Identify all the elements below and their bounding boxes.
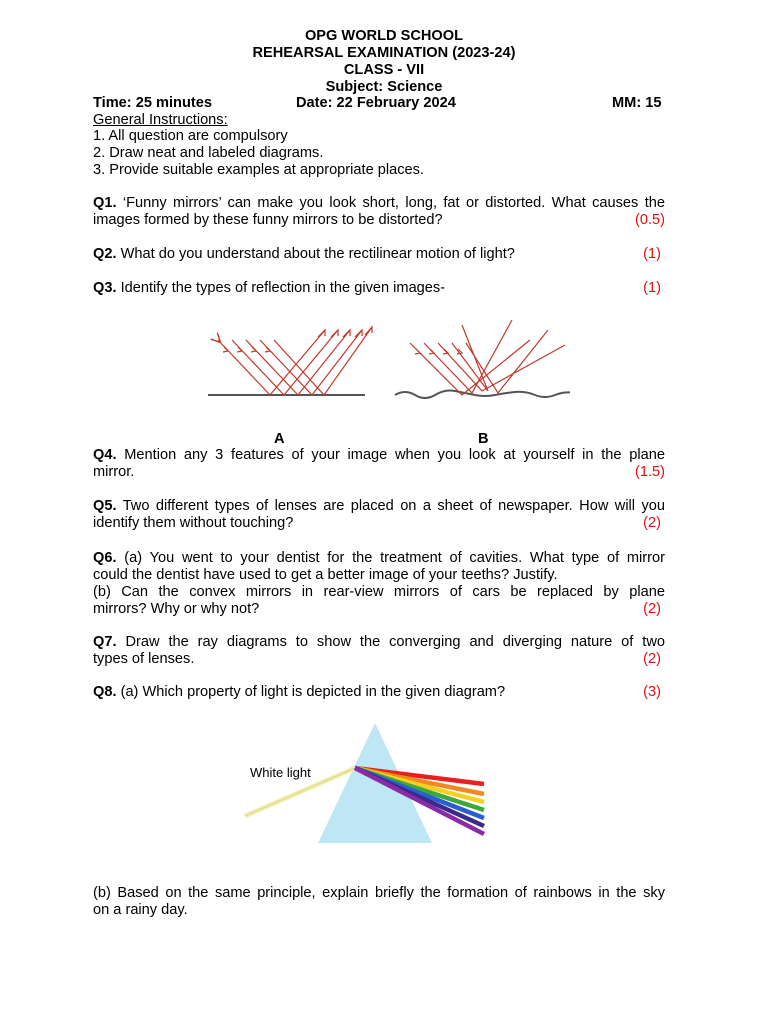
incident-ray [232, 330, 338, 395]
q2-text: What do you understand about the rectilinear motion of light? [116, 246, 515, 262]
q1-line1 [93, 195, 665, 212]
subject-label: Subject: Science [325, 79, 443, 95]
q6-line2: could the dentist have used to get a better image of your teeths? Justify. [93, 567, 558, 583]
q5-text-cont: identify them without touching? [93, 515, 294, 531]
q4-line1 [93, 447, 665, 464]
q5-line2 [93, 515, 665, 532]
q7-line1 [93, 634, 665, 651]
regular-reflection-diagram [208, 327, 372, 395]
q4-number: Q4. [93, 447, 117, 463]
q7-line2 [93, 651, 665, 668]
q8-text: (a) Which property of light is depicted in the given diagram? [116, 684, 506, 700]
q2-number: Q2. [93, 246, 117, 262]
instruction-item: 3. Provide suitable examples at appropriate places. [93, 162, 424, 178]
q6-line4 [93, 601, 665, 618]
q6-number: Q6. [93, 550, 117, 566]
q1-marks: (0.5) [634, 212, 665, 228]
school-name: OPG WORLD SCHOOL [304, 28, 464, 44]
date-label: Date: 22 February 2024 [296, 95, 456, 111]
time-label: Time: 25 minutes [93, 95, 212, 111]
q6-line1 [93, 550, 665, 567]
q1-number: Q1. [93, 195, 117, 211]
incident-ray [218, 330, 325, 395]
q6-line3: (b) Can the convex mirrors in rear-view mirrors of cars be replaced by plane [93, 584, 665, 600]
q5-text: Two different types of lenses are placed on a sheet of newspaper. How will you [116, 498, 665, 514]
q7-marks: (2) [643, 651, 661, 667]
q7-text: Draw the ray diagrams to show the converging and diverging nature of two [116, 634, 665, 650]
max-marks: MM: 15 [612, 95, 662, 111]
white-light-label: White light [250, 765, 311, 780]
q1-text: ‘Funny mirrors’ can make you look short, long, fat or distorted. What causes the [116, 195, 665, 211]
q3-marks: (1) [643, 280, 661, 296]
reflection-diagrams [200, 315, 570, 405]
q6-text-cont: mirrors? Why or why not? [93, 601, 260, 617]
rough-surface [395, 391, 570, 399]
q5-marks: (2) [643, 515, 661, 531]
q2-marks: (1) [643, 246, 661, 262]
class-label: CLASS - VII [343, 62, 425, 78]
diffuse-reflection-diagram [395, 320, 570, 398]
q6-text: (a) You went to your dentist for the treatment of cavities. What type of mirror [116, 550, 665, 566]
q3-text: Identify the types of reflection in the given images- [116, 280, 446, 296]
diagram-label-b: B [478, 431, 489, 447]
q5-number: Q5. [93, 498, 117, 514]
prism-dispersion-diagram [240, 718, 490, 848]
q4-text: Mention any 3 features of your image when you look at yourself in the plane [116, 447, 665, 463]
q8b-line2: on a rainy day. [93, 902, 188, 918]
q6-marks: (2) [643, 601, 661, 617]
instruction-item: 1. All question are compulsory [93, 128, 288, 144]
diagram-label-a: A [274, 431, 285, 447]
q1-text-cont: images formed by these funny mirrors to be distorted? [93, 212, 443, 228]
q3-line [93, 280, 665, 297]
q5-line1 [93, 498, 665, 515]
q4-line2 [93, 464, 665, 481]
q8-line [93, 684, 665, 701]
q8-marks: (3) [643, 684, 661, 700]
incident-ray [452, 325, 488, 391]
q8b-line1: (b) Based on the same principle, explain briefly the formation of rainbows in the sky [93, 885, 665, 901]
q7-number: Q7. [93, 634, 117, 650]
q8-number: Q8. [93, 684, 117, 700]
instruction-item: 2. Draw neat and labeled diagrams. [93, 145, 324, 161]
q7-text-cont: types of lenses. [93, 651, 195, 667]
q4-marks: (1.5) [634, 464, 665, 480]
exam-title: REHEARSAL EXAMINATION (2023-24) [252, 45, 516, 61]
q4-text-cont: mirror. [93, 464, 135, 480]
q1-line2 [93, 212, 665, 229]
q3-number: Q3. [93, 280, 117, 296]
q2-line [93, 246, 665, 263]
instructions-title: General Instructions: [93, 112, 228, 128]
